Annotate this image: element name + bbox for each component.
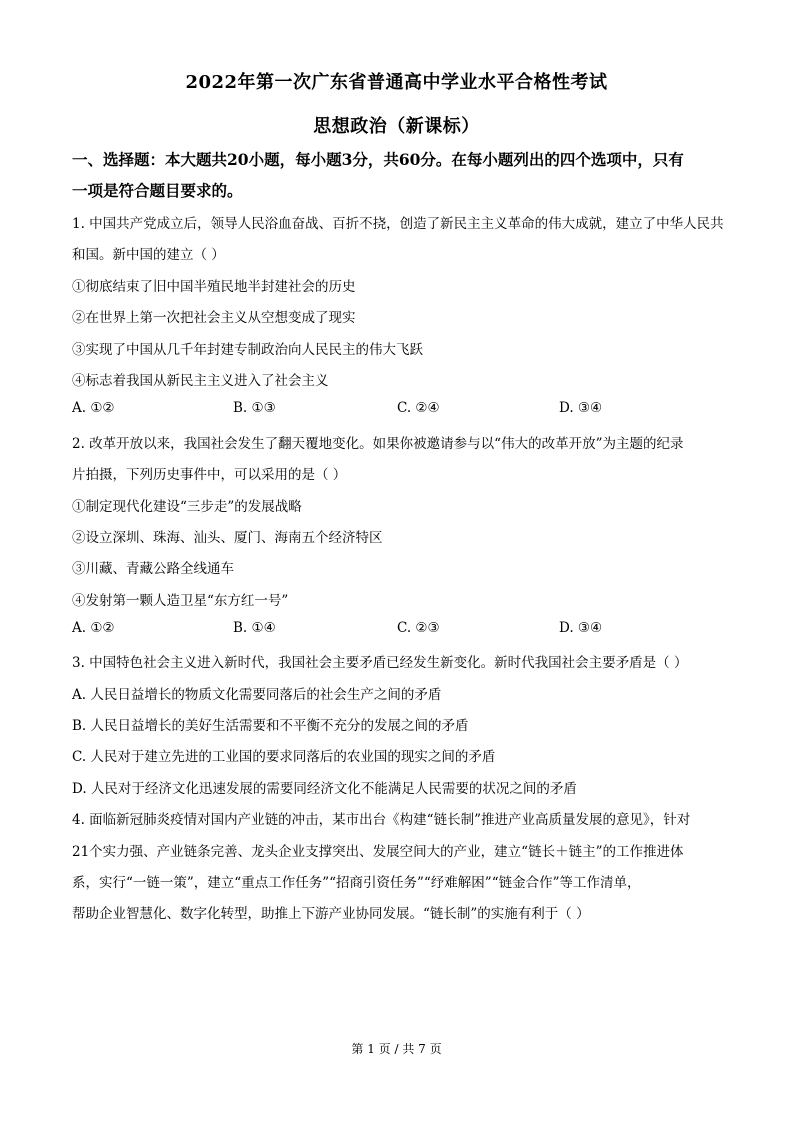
- section-heading: [72, 144, 722, 206]
- section-heading-line: 一、选择题：本大题共20小题，每小题3分，共60分。在每小题列出的四个选项中，只有: [72, 150, 684, 169]
- question-3-option[interactable]: C. 人民对于建立先进的工业国的要求同落后的农业国的现实之间的矛盾: [72, 749, 496, 765]
- option-d[interactable]: D. ③④: [559, 400, 603, 416]
- exam-subtitle: 思想政治（新课标）: [313, 116, 480, 137]
- option-a[interactable]: A. ①②: [72, 620, 115, 636]
- option-a[interactable]: A. ①②: [72, 400, 115, 416]
- question-4-stem-line: 帮助企业智慧化、数字化转型，助推上下游产业协同发展。“链长制”的实施有利于（ ）: [72, 906, 590, 922]
- question-1-item: ③实现了中国从几千年封建专制政治向人民民主的伟大飞跃: [72, 342, 423, 358]
- question-4-stem-line: 21个实力强、产业链条完善、龙头企业支撑突出、发展空间大的产业，建立“链长＋链主”的工作推进体: [72, 844, 684, 860]
- question-2-item: ②设立深圳、珠海、汕头、厦门、海南五个经济特区: [72, 530, 383, 546]
- option-d[interactable]: D. ③④: [559, 620, 603, 636]
- question-3-option[interactable]: D. 人民对于经济文化迅速发展的需要同经济文化不能满足人民需要的状况之间的矛盾: [72, 781, 577, 797]
- section-heading-line: 一项是符合题目要求的。: [72, 181, 243, 200]
- question-1-stem-line: 1. 中国共产党成立后，领导人民浴血奋战、百折不挠，创造了新民主主义革命的伟大成就，建立了中华人民共: [72, 216, 724, 232]
- question-2-item: ①制定现代化建设“三步走”的发展战略: [72, 499, 302, 515]
- question-2-stem-line: 2. 改革开放以来，我国社会发生了翻天覆地变化。如果你被邀请参与以“伟大的改革开放”为主题的纪录: [72, 436, 684, 452]
- question-1-item: ①彻底结束了旧中国半殖民地半封建社会的历史: [72, 279, 356, 295]
- question-2-item: ④发射第一颗人造卫星“东方红一号”: [72, 593, 289, 609]
- question-4-stem-line: 系，实行“一链一策”，建立“重点工作任务”“招商引资任务”“纾难解困”“链金合作”等工作清单，: [72, 875, 641, 891]
- option-b[interactable]: B. ①④: [233, 620, 276, 636]
- question-2-item: ③川藏、青藏公路全线通车: [72, 561, 234, 577]
- exam-title: 2022年第一次广东省普通高中学业水平合格性考试: [185, 72, 608, 93]
- question-4-stem-line: 4. 面临新冠肺炎疫情对国内产业链的冲击，某市出台《构建“链长制”推进产业高质量发展的意见》，针对: [72, 812, 691, 828]
- question-3-option[interactable]: B. 人民日益增长的美好生活需要和不平衡不充分的发展之间的矛盾: [72, 718, 469, 734]
- question-2-stem-line: 片拍摄，下列历史事件中，可以采用的是（ ）: [72, 467, 347, 483]
- question-1-item: ④标志着我国从新民主主义进入了社会主义: [72, 373, 329, 389]
- question-3-option[interactable]: A. 人民日益增长的物质文化需要同落后的社会生产之间的矛盾: [72, 687, 442, 703]
- option-c[interactable]: C. ②③: [397, 620, 440, 636]
- question-1-stem-line: 和国。新中国的建立（ ）: [72, 247, 225, 263]
- page-number: 第 1 页 / 共 7 页: [351, 1042, 442, 1056]
- option-c[interactable]: C. ②④: [397, 400, 440, 416]
- option-b[interactable]: B. ①③: [233, 400, 276, 416]
- question-1-item: ②在世界上第一次把社会主义从空想变成了现实: [72, 310, 356, 326]
- question-3-stem-line: 3. 中国特色社会主义进入新时代，我国社会主要矛盾已经发生新变化。新时代我国社会主要矛盾是（ ）: [72, 655, 688, 671]
